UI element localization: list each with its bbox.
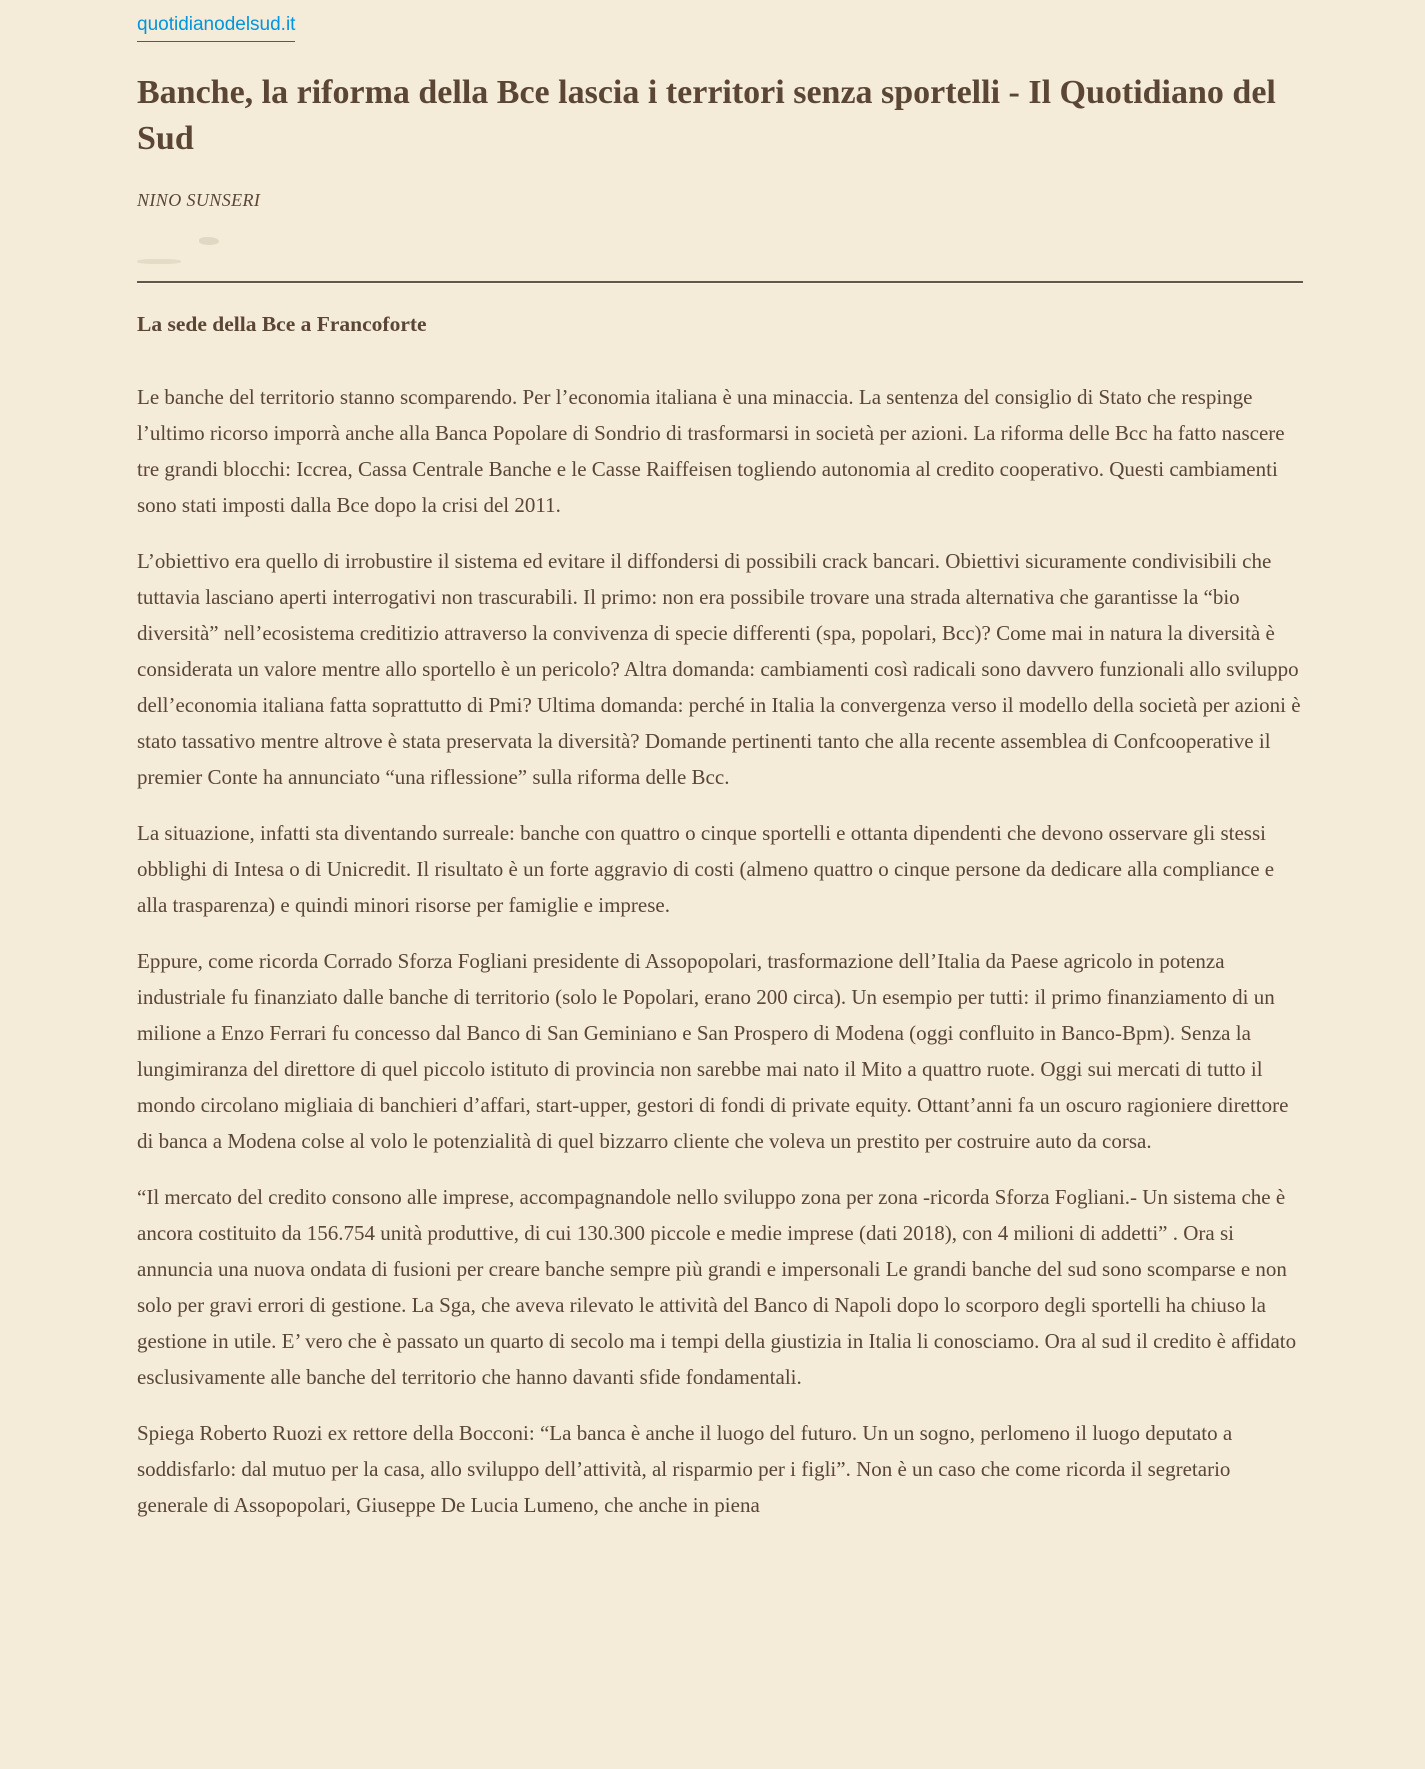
article-page bbox=[137, 0, 1303, 1523]
article-paragraph: La situazione, infatti sta diventando surreale: banche con quattro o cinque sportelli e ottanta dipendenti che devono osservare gli stessi obblighi di Intesa o di Unicredit. Il risultato è un forte aggravio di costi (almeno quattro o cinque persone da dedicare alla compliance e alla trasparenza) e quindi minori risorse per famiglie e imprese. bbox=[137, 820, 1275, 917]
article-paragraph: Eppure, come ricorda Corrado Sforza Fogliani presidente di Assopopolari, trasformazione dell’Italia da Paese agricolo in potenza industriale fu finanziato dalle banche di territorio (solo le Popolari, erano 200 circa). Un esempio per tutti: il primo finanziamento di un milione a Enzo Ferrari fu concesso dal Banco di San Geminiano e San Prospero di Modena (oggi confluito in Banco-Bpm). Senza la lungimiranza del direttore di quel piccolo istituto di provincia non sarebbe mai nato il Mito a quattro ruote. Oggi sui mercati di tutto il mondo circolano migliaia di banchieri d’affari, start-upper, gestori di fondi di private equity. Ottant’anni fa un oscuro ragioniere direttore di banca a Modena colse al volo le potenzialità di quel bizzarro cliente che voleva un prestito per costruire auto da corsa. bbox=[137, 948, 1289, 1153]
article-byline: NINO SUNSERI bbox=[137, 189, 261, 210]
article-paragraph: Le banche del territorio stanno scomparendo. Per l’economia italiana è una minaccia. La sentenza del consiglio di Stato che respinge l’ultimo ricorso imporrà anche alla Banca Popolare di Sondrio di trasformarsi in società per azioni. La riforma delle Bcc ha fatto nascere tre grandi blocchi: Iccrea, Cassa Centrale Banche e le Casse Raiffeisen togliendo autonomia al credito cooperativo. Questi cambiamenti sono stati imposti dalla Bce dopo la crisi del 2011. bbox=[137, 384, 1285, 517]
figure-caption: La sede della Bce a Francoforte bbox=[137, 311, 427, 336]
faint-image-artifact bbox=[137, 233, 1303, 271]
article-paragraph: “Il mercato del credito consono alle imprese, accompagnandole nello sviluppo zona per zona -ricorda Sforza Fogliani.- Un sistema che è ancora costituito da 156.754 unità produttive, di cui 130.300 piccole e medie imprese (dati 2018), con 4 milioni di addetti” . Ora si annuncia una nuova ondata di fusioni per creare banche sempre più grandi e impersonali Le grandi banche del sud sono scomparse e non solo per gravi errori di gestione. La Sga, che aveva rilevato le attività del Banco di Napoli dopo lo scorporo degli sportelli ha chiuso la gestione in utile. E’ vero che è passato un quarto di secolo ma i tempi della giustizia in Italia li conosciamo. Ora al sud il credito è affidato esclusivamente alle banche del territorio che hanno davanti sfide fondamentali. bbox=[137, 1184, 1297, 1389]
article-paragraph: L’obiettivo era quello di irrobustire il sistema ed evitare il diffondersi di possibili crack bancari. Obiettivi sicuramente condivisibili che tuttavia lasciano aperti interrogativi non trascurabili. Il primo: non era possibile trovare una strada alternativa che garantisse la “bio diversità” nell’ecosistema creditizio attraverso la convivenza di specie differenti (spa, popolari, Bcc)? Come mai in natura la diversità è considerata un valore mentre allo sportello è un pericolo? Altra domanda: cambiamenti così radicali sono davvero funzionali allo sviluppo dell’economia italiana fatta soprattutto di Pmi? Ultima domanda: perché in Italia la convergenza verso il modello della società per azioni è stato tassativo mentre altrove è stata preservata la diversità? Domande pertinenti tanto che alla recente assemblea di Confcooperative il premier Conte ha annunciato “una riflessione” sulla riforma delle Bcc. bbox=[137, 548, 1301, 789]
artifact-smudge bbox=[137, 259, 181, 264]
article-title: Banche, la riforma della Bce lascia i territori senza sportelli - Il Quotidiano del Sud bbox=[137, 74, 1276, 157]
site-domain-link[interactable]: quotidianodelsud.it bbox=[137, 14, 295, 42]
article-body bbox=[137, 379, 1303, 1523]
header-divider bbox=[137, 281, 1303, 284]
artifact-smudge bbox=[199, 237, 219, 245]
article-paragraph: Spiega Roberto Ruozi ex rettore della Bocconi: “La banca è anche il luogo del futuro. Un un sogno, perlomeno il luogo deputato a soddisfarlo: dal mutuo per la casa, allo sviluppo dell’attività, al risparmio per i figli”. Non è un caso che come ricorda il segretario generale di Assopopolari, Giuseppe De Lucia Lumeno, che anche in piena bbox=[137, 1420, 1233, 1517]
